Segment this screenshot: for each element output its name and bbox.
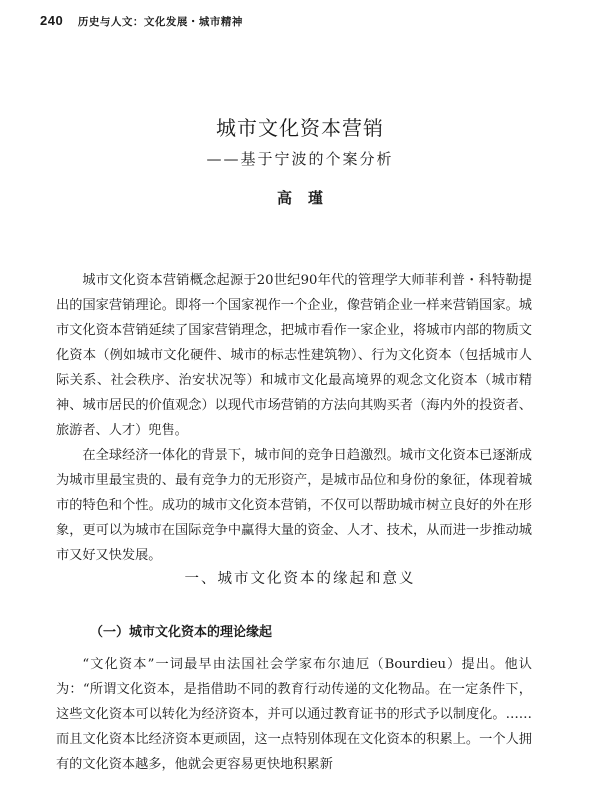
article-title: 城市文化资本营销 xyxy=(216,116,384,140)
body-paragraph-2: 在全球经济一体化的背景下，城市间的竞争日趋激烈。城市文化资本已逐渐成为城市里最宝贵的、最有竞争力的无形资产，是城市品位和身份的象征，体现着城市的特色和个性。成功的城市文化资本营销，不仅可以帮助城市树立良好的外在形象，更可以为城市在国际竞争中赢得大量的资金、人才、技术，从而进一步推动城市又好又快发展。 xyxy=(56,448,532,563)
body-paragraph-3: “文化资本”一词最早由法国社会学家布尔迪厄（Bourdieu）提出。他认为：“所谓文化资本，是指借助不同的教育行动传递的文化物品。在一定条件下，这些文化资本可以转化为经济资本，并可以通过教育证书的形式予以制度化。……而且文化资本比经济资本更顽固，这一点特别体现在文化资本的积累上。一个人拥有的文化资本越多，他就会更容易更快地积累新 xyxy=(56,657,532,772)
subsection-heading: （一）城市文化资本的理论缘起 xyxy=(90,625,273,640)
running-header xyxy=(40,13,243,29)
page-number: 240 xyxy=(40,13,64,28)
running-title: 历史与人文：文化发展・城市精神 xyxy=(77,16,243,28)
article-author: 高瑾 xyxy=(276,189,339,207)
body-paragraph-1: 城市文化资本营销概念起源于20世纪90年代的管理学大师菲利普・科特勒提出的国家营销理论。即将一个国家视作一个企业，像营销企业一样来营销国家。城市文化资本营销延续了国家营销理念，把城市看作一家企业，将城市内部的物质文化资本（例如城市文化硬件、城市的标志性建筑物）、行为文化资本（包括城市人际关系、社会秩序、治安状况等）和城市文化最高境界的观念文化资本（城市精神、城市居民的价值观念）以现代市场营销的方法向其购买者（海内外的投资者、旅游者、人才）兜售。 xyxy=(56,273,532,438)
article-subtitle: ——基于宁波的个案分析 xyxy=(206,150,394,168)
section-heading: 一、城市文化资本的缘起和意义 xyxy=(184,571,416,587)
